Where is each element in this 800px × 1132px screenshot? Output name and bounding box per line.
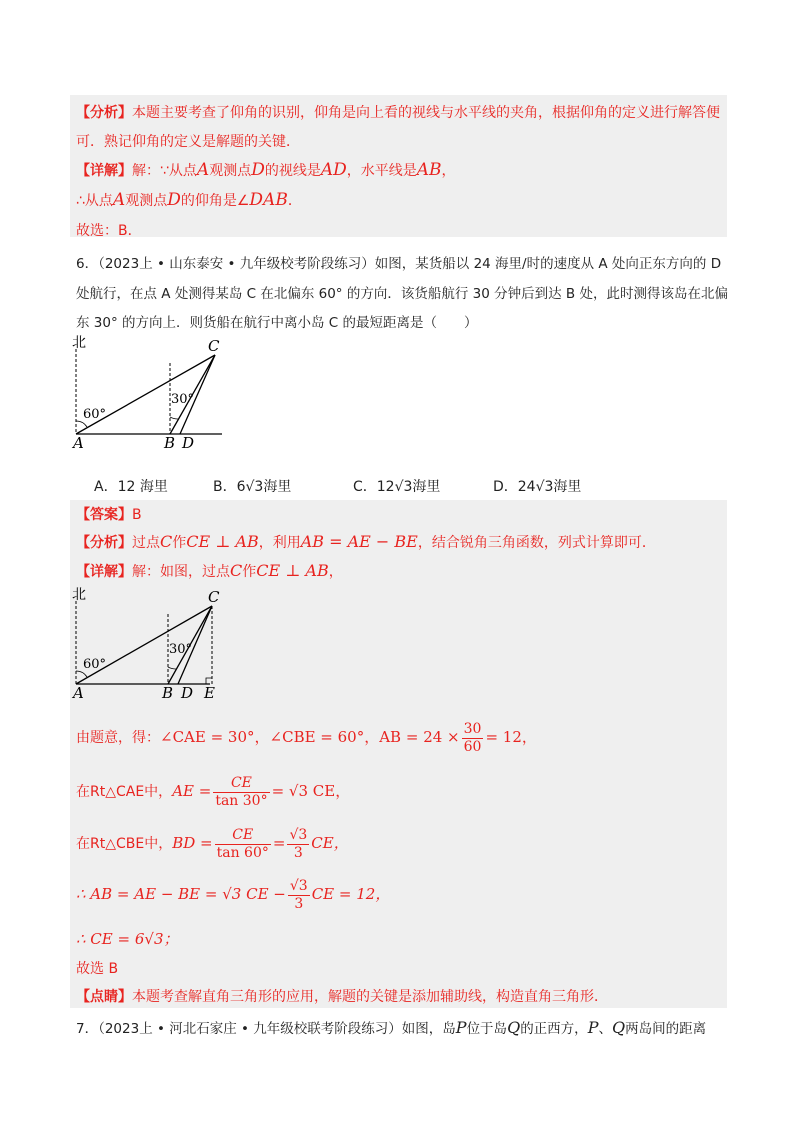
- option-A: A．12 海里: [94, 479, 168, 495]
- figure-2: [70, 587, 240, 702]
- fraction-sqrt3-3: $\frac{√3}{3}$: [289, 826, 308, 861]
- option-D: D．24√3海里: [493, 479, 582, 495]
- option-B: B．6√3海里: [213, 479, 292, 495]
- comment-q6: 【点睛】本题考查解直角三角形的应用，解题的关键是添加辅助线，构造直角三角形．: [76, 989, 608, 1005]
- fraction-30-60: $\frac{30}{60}$: [463, 720, 482, 755]
- label-north: 北: [72, 335, 86, 351]
- solution-line5: ∴ CE = 6√3；: [76, 930, 179, 948]
- label-30: 30°: [171, 392, 195, 407]
- answer-tag: 【答案】: [76, 507, 132, 523]
- label-30: 30°: [169, 642, 193, 657]
- label-C: C: [208, 588, 220, 606]
- analysis-q6: 【分析】过点C作CE ⊥ AB，利用AB = AE − BE，结合锐角三角函数，列式计算即可．: [76, 532, 656, 551]
- detail-q5-line1: 【详解】解：∵从点A观测点D的视线是AD，水平线是AB，: [76, 160, 456, 180]
- solution-line4: ∴ AB = AE − BE = √3 CE − $\frac{√3}{3}$ CE = 12，: [76, 877, 391, 912]
- fraction-sqrt3-3-b: $\frac{√3}{3}$: [289, 877, 308, 912]
- label-60: 60°: [83, 657, 107, 672]
- analysis-q5-line2: 可．熟记仰角的定义是解题的关键．: [76, 134, 300, 150]
- question-6-line2: 处航行，在点 A 处测得某岛 C 在北偏东 60° 的方向．该货船航行 30 分钟后到达 B 处，此时测得该岛在北偏: [76, 286, 728, 302]
- comment-tag: 【点睛】: [76, 989, 132, 1005]
- question-6-line3: 东 30° 的方向上．则货船在航行中离小岛 C 的最短距离是（ ）: [76, 315, 478, 331]
- label-D: D: [182, 434, 195, 450]
- question-6-line1: 6．（2023上 • 山东泰安 • 九年级校考阶段练习）如图，某货船以 24 海里/时的速度从 A 处向正东方向的 D: [76, 256, 722, 272]
- analysis-q5-line1: 【分析】本题主要考查了仰角的识别，仰角是向上看的视线与水平线的夹角，根据仰角的定义进行解答便: [76, 105, 720, 121]
- angle-arc-B: [170, 417, 178, 419]
- solution-line6: 故选 B: [76, 961, 119, 977]
- label-A: A: [73, 434, 84, 450]
- answer-value: B: [132, 507, 142, 523]
- detail-q5-line3: 故选：B．: [76, 223, 142, 239]
- label-B: B: [164, 434, 176, 450]
- label-60: 60°: [83, 407, 107, 422]
- analysis-tag: 【分析】: [76, 105, 132, 121]
- label-E: E: [204, 684, 215, 702]
- line-AC: [76, 355, 215, 434]
- label-C: C: [208, 337, 220, 355]
- detail-q5-line2: ∴从点A观测点D的仰角是∠DAB．: [76, 190, 302, 210]
- fraction-ce-tan60: $\frac{CE}{\tan 60^\circ}$: [216, 826, 269, 861]
- answer-q6: [76, 504, 142, 524]
- label-B: B: [162, 684, 174, 702]
- label-north: 北: [72, 587, 86, 603]
- detail-q6: 【详解】解：如图，过点C作CE ⊥ AB，: [76, 561, 343, 580]
- solution-line3: 在Rt△CBE中，BD = $\frac{CE}{\tan 60^\circ}$ = $\frac{√3}{3}$ CE，: [76, 826, 349, 861]
- solution-line1: 由题意，得：∠CAE = 30°，∠CBE = 60°，AB = 24 × $\frac{30}{60}$ = 12，: [76, 720, 537, 755]
- question-7-line1: 7．（2023上 • 河北石家庄 • 九年级校联考阶段练习）如图，岛P位于岛Q的正西方，P、Q两岛间的距离: [76, 1018, 707, 1037]
- option-C: C．12√3海里: [353, 479, 441, 495]
- label-D: D: [181, 684, 194, 702]
- figure-1: [70, 335, 240, 450]
- angle-arc-B: [168, 667, 176, 669]
- fraction-ce-tan30: $\frac{CE}{\tan 30^\circ}$: [215, 774, 268, 809]
- label-A: A: [73, 684, 84, 702]
- detail-tag: 【详解】: [76, 163, 132, 179]
- solution-line2: 在Rt△CAE中，AE = $\frac{CE}{\tan 30^\circ}$ = √3 CE，: [76, 774, 351, 809]
